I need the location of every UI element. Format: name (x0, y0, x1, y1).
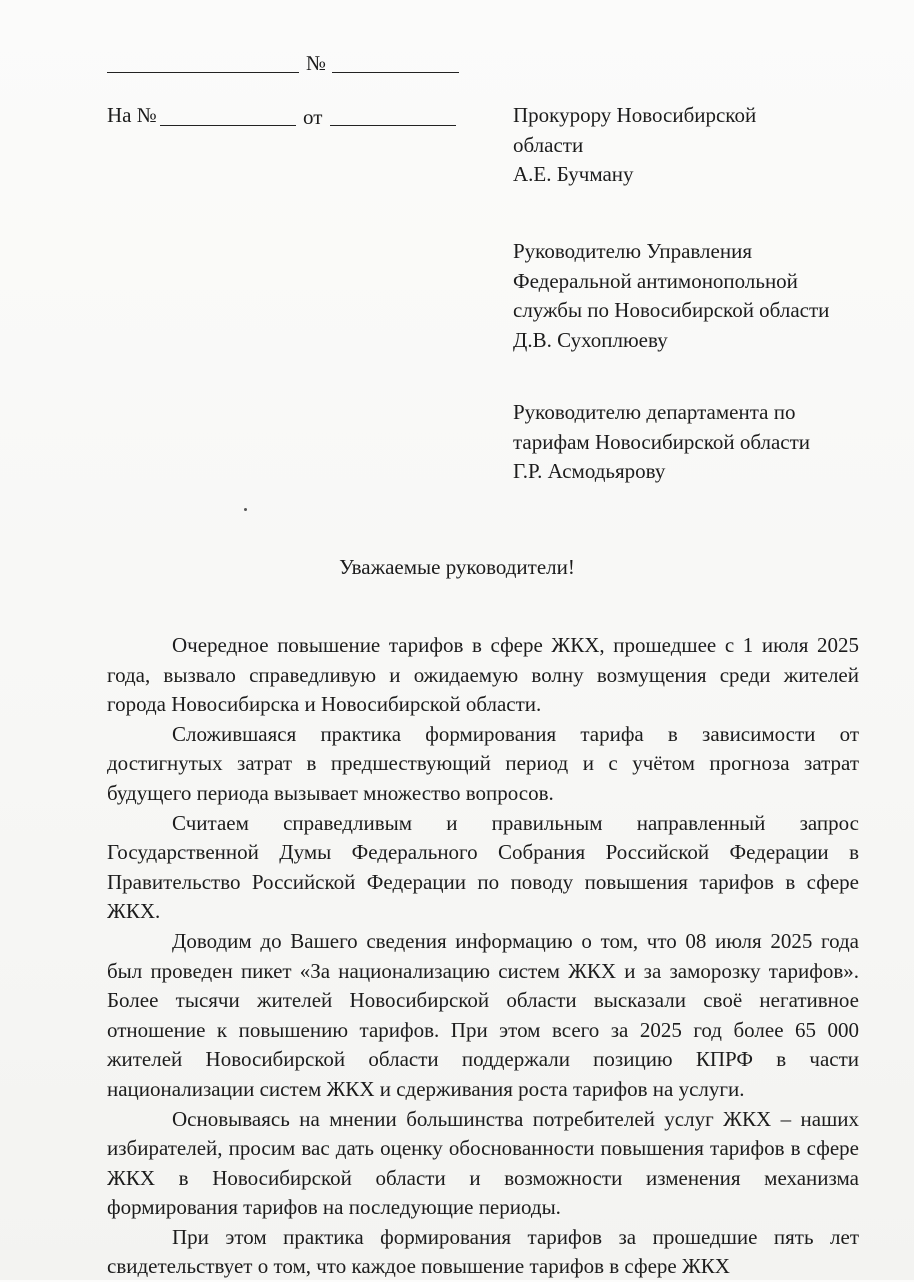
addressee-line: Руководителю Управления (513, 239, 752, 263)
addressee-line: Д.В. Сухоплюеву (513, 327, 668, 352)
body-paragraph: Доводим до Вашего сведения информацию о том, что 08 июля 2025 года был проведен пикет «За национализацию систем ЖКХ и за заморозку тарифов». Более тысячи жителей Новосибирской области высказали своё негативное отношение к повышению тарифов. При этом всего за 2025 год более 65 000 жителей Новосибирской области поддержали позицию КПРФ в части национализации систем ЖКХ и сдерживания роста тарифов на услуги. (107, 928, 859, 1101)
addressee-line: тарифам Новосибирской области (513, 429, 811, 454)
body-paragraph: Основываясь на мнении большинства потребителей услуг ЖКХ – наших избирателей, просим вас дать оценку обоснованности повышения тарифов в сфере ЖКХ в Новосибирской области и возможности изменения механизма формирования тарифов на последующие периоды. (107, 1106, 859, 1220)
outgoing-date-field (107, 72, 299, 73)
addressee-line: Федеральной антимонопольной (513, 268, 798, 293)
number-sign: № (306, 51, 327, 75)
addressee-line: области (513, 132, 584, 157)
greeting: Уважаемые руководители! (339, 555, 575, 579)
addressee-line: Руководителю департамента по (513, 400, 796, 424)
body-paragraph: Считаем справедливым и правильным направленный запрос Государственной Думы Федерального Собрания Российской Федерации в Правительство Российской Федерации по поводу повышения тарифов в сфере ЖКХ. (107, 810, 859, 924)
addressee-line: А.Е. Бучману (513, 162, 634, 186)
letter-body (107, 631, 859, 1282)
reply-number-field (160, 125, 296, 126)
addressee-fas (513, 237, 829, 355)
addressee-line: Прокурору Новосибирской (513, 103, 757, 127)
reply-prefix: На № (107, 103, 157, 127)
reply-date-field (330, 125, 456, 126)
outgoing-number-field (332, 72, 459, 73)
addressee-tariff-department (513, 398, 810, 487)
body-paragraph: Сложившаяся практика формирования тарифа в зависимости от достигнутых затрат в предшествующий период и с учётом прогноза затрат будущего периода вызывает множество вопросов. (107, 721, 859, 805)
paper-speck (244, 508, 247, 511)
date-prefix: от (303, 105, 323, 129)
addressee-prosecutor (513, 101, 756, 190)
body-paragraph: Очередное повышение тарифов в сфере ЖКХ, прошедшее с 1 июля 2025 года, вызвало справедливую и ожидаемую волну возмущения среди жителей города Новосибирска и Новосибирской области. (107, 633, 859, 717)
addressee-line: Г.Р. Асмодьярову (513, 459, 666, 483)
body-paragraph: При этом практика формирования тарифов за прошедшие пять лет свидетельствует о том, что каждое повышение тарифов в сфере ЖКХ (107, 1224, 859, 1279)
addressee-line: службы по Новосибирской области (513, 298, 830, 322)
